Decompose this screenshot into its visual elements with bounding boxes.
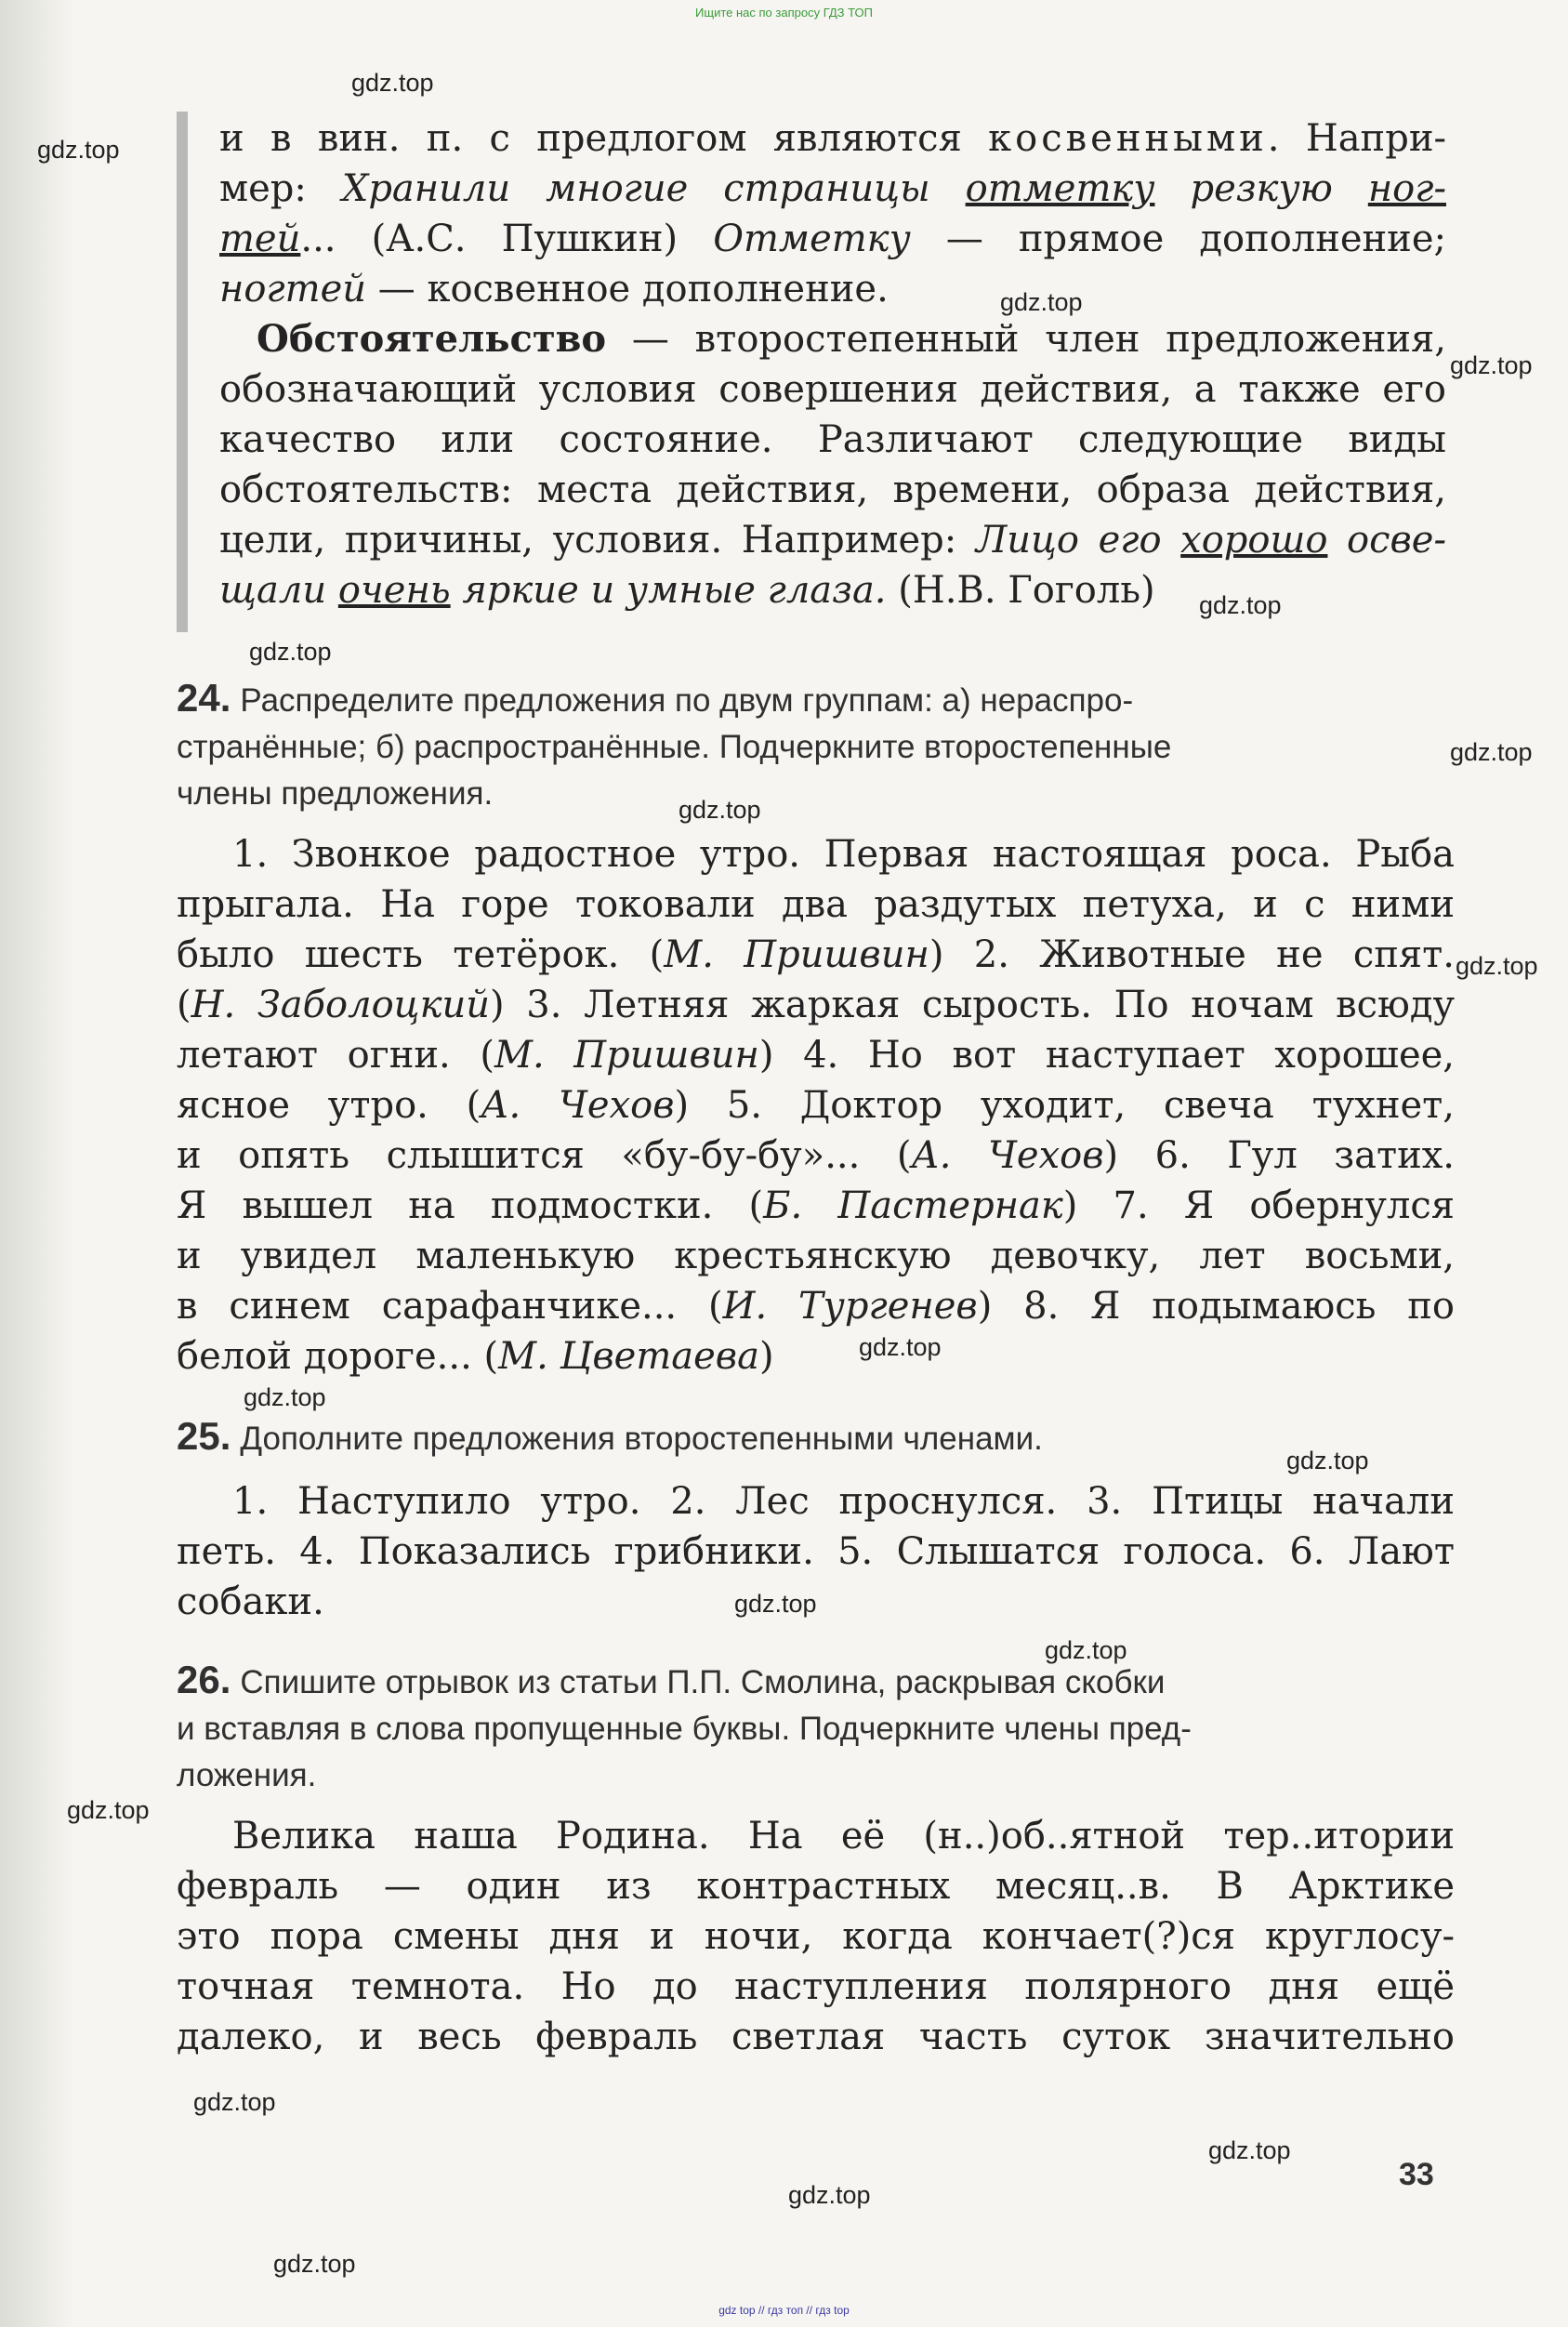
exercise-number: 24. xyxy=(177,676,231,720)
page-number: 33 xyxy=(1399,2157,1434,2192)
theory-line: обстоятельств: места действия, времени, образа действия, xyxy=(219,469,1446,511)
watermark: gdz.top xyxy=(1208,2136,1291,2164)
text-line: и увидел маленькую крестьянскую девочку, лет восьми, xyxy=(177,1235,1455,1277)
watermark: gdz.top xyxy=(249,638,332,666)
text-line: февраль — один из контрастных месяц..в. В Арктике xyxy=(177,1865,1455,1908)
text-line: это пора смены дня и ночи, когда кончает(?)ся круглосу- xyxy=(177,1915,1455,1958)
watermark: gdz.top xyxy=(734,1590,817,1618)
watermark: gdz.top xyxy=(1286,1447,1369,1474)
watermark: gdz.top xyxy=(273,2250,356,2278)
text-line: прыгала. На горе токовали два раздутых петуха, и с ними xyxy=(177,883,1455,926)
theory-line: тей... (А.С. Пушкин) Отметку — прямое дополнение; xyxy=(219,218,1446,260)
watermark: gdz.top xyxy=(1045,1636,1127,1664)
watermark: gdz.top xyxy=(788,2181,871,2209)
watermark: gdz.top xyxy=(244,1383,326,1411)
theory-sidebar-bar xyxy=(177,112,188,632)
bottom-banner[interactable]: gdz top // гдз топ // гдз top xyxy=(718,2304,850,2317)
exercise-24-body xyxy=(177,829,1455,1382)
theory-line: и в вин. п. с предлогом являются косвенными. Напри- xyxy=(219,117,1446,160)
theory-line: цели, причины, условия. Например: Лицо его хорошо осве- xyxy=(219,519,1446,562)
text-line: Я вышел на подмостки. (Б. Пастернак) 7. Я обернулся xyxy=(177,1184,1455,1227)
text-line: белой дороге... (М. Цветаева) xyxy=(177,1335,774,1378)
text-line: 1. Наступило утро. 2. Лес проснулся. 3. Птицы начали xyxy=(232,1480,1455,1523)
theory-line: мер: Хранили многие страницы отметку резкую ног- xyxy=(219,167,1446,210)
watermark: gdz.top xyxy=(1199,591,1282,619)
text-line: далеко, и весь февраль светлая часть суток значительно xyxy=(177,2016,1455,2058)
text-line: было шесть тетёрок. (М. Пришвин) 2. Животные не спят. xyxy=(177,933,1455,976)
exercise-26-task: 26. Спишите отрывок из статьи П.П. Смолина, раскрывая скобки и вставляя в слова пропущенные буквы. Подчеркните члены пред- ложения. xyxy=(177,1658,1192,1793)
exercise-number: 25. xyxy=(177,1414,231,1458)
text-line: и опять слышится «бу-бу-бу»... (А. Чехов) 6. Гул затих. xyxy=(177,1134,1455,1177)
page-shadow xyxy=(0,0,74,2327)
text-line: петь. 4. Показались грибники. 5. Слышатся голоса. 6. Лают xyxy=(177,1530,1455,1573)
text-line: точная темнота. Но до наступления полярного дня ещё xyxy=(177,1965,1455,2008)
watermark: gdz.top xyxy=(351,69,434,97)
watermark: gdz.top xyxy=(1000,288,1083,316)
theory-line: качество или состояние. Различают следующие виды xyxy=(219,418,1446,461)
watermark: gdz.top xyxy=(37,136,120,164)
watermark: gdz.top xyxy=(1456,952,1538,980)
theory-line: ногтей — косвенное дополнение. xyxy=(219,268,889,311)
text-line: в синем сарафанчике... (И. Тургенев) 8. Я подымаюсь по xyxy=(177,1285,1455,1328)
text-line: ясное утро. (А. Чехов) 5. Доктор уходит, свеча тухнет, xyxy=(177,1084,1455,1127)
text-line: 1. Звонкое радостное утро. Первая настоящая роса. Рыба xyxy=(232,833,1455,876)
theory-block xyxy=(219,113,1446,615)
watermark: gdz.top xyxy=(67,1796,150,1824)
text-line: (Н. Заболоцкий) 3. Летняя жаркая сырость. По ночам всюду xyxy=(177,984,1456,1026)
watermark: gdz.top xyxy=(1450,351,1533,379)
top-banner[interactable]: Ищите нас по запросу ГДЗ ТОП xyxy=(695,6,873,20)
text-line: Велика наша Родина. На её (н..)об..ятной тер..итории xyxy=(232,1815,1455,1858)
watermark: gdz.top xyxy=(1450,738,1533,766)
theory-line: Обстоятельство — второстепенный член предложения, xyxy=(257,317,1446,361)
text-line: летают огни. (М. Пришвин) 4. Но вот наступает хорошее, xyxy=(177,1034,1455,1077)
exercise-26-body xyxy=(177,1811,1455,2062)
theory-line: щали очень яркие и умные глаза. (Н.В. Гоголь) xyxy=(219,569,1155,612)
watermark: gdz.top xyxy=(679,796,761,824)
exercise-number: 26. xyxy=(177,1658,231,1701)
watermark: gdz.top xyxy=(193,2088,276,2116)
watermark: gdz.top xyxy=(859,1333,942,1361)
exercise-25-task: 25. Дополните предложения второстепенными членами. xyxy=(177,1414,1043,1458)
exercise-24-task: 24. Распределите предложения по двум группам: а) нераспро- странённые; б) распространённые. Подчеркните второстепенные члены предложения. xyxy=(177,676,1172,812)
theory-line: обозначающий условия совершения действия, а также его xyxy=(219,368,1446,411)
text-line: собаки. xyxy=(177,1580,324,1623)
